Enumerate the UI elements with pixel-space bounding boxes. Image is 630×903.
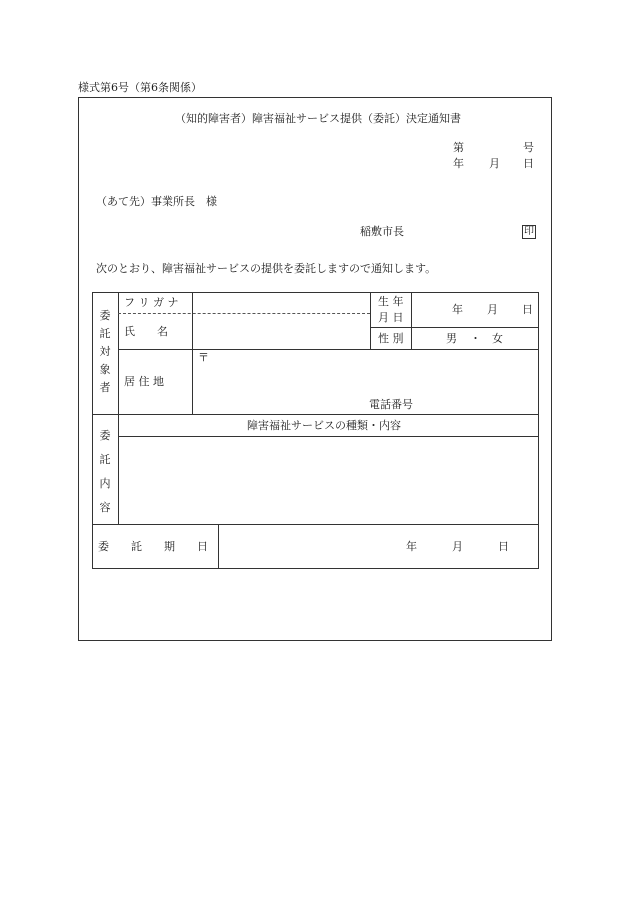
- content-section-label: 委 託 内 容: [99, 429, 111, 514]
- name-field[interactable]: [194, 315, 368, 347]
- period-label: 委 託 期 日: [98, 540, 208, 553]
- addressee: （あて先）事業所長 様: [96, 195, 217, 208]
- period-tsuki: 月: [452, 540, 463, 553]
- address-label: 居 住 地: [124, 375, 164, 388]
- form-number: 様式第6号（第6条関係）: [78, 81, 202, 94]
- sex-label: 性 別: [378, 332, 404, 345]
- doc-number-go: 号: [523, 141, 534, 154]
- doc-number-dai: 第: [453, 141, 464, 154]
- seal-stamp: 印: [524, 226, 534, 237]
- date-tsuki: 月: [489, 157, 500, 170]
- target-section-label: 委 託 対 象 者: [99, 309, 111, 394]
- dob-label-bottom: 月 日: [378, 311, 404, 324]
- date-nen: 年: [453, 157, 464, 170]
- service-content-field[interactable]: [120, 438, 536, 522]
- document-title: （知的障害者）障害福祉サービス提供（委託）決定通知書: [175, 112, 461, 125]
- service-header: 障害福祉サービスの種類・内容: [247, 419, 401, 432]
- sex-female[interactable]: 女: [492, 332, 503, 345]
- name-label: 氏 名: [124, 325, 168, 338]
- period-nen: 年: [406, 540, 417, 553]
- date-hi: 日: [523, 157, 534, 170]
- phone-label: 電話番号: [369, 398, 413, 411]
- dob-tsuki: 月: [487, 303, 498, 316]
- dob-label-top: 生 年: [378, 295, 404, 308]
- issuer: 稲敷市長: [360, 225, 404, 238]
- furigana-label: フ リ ガ ナ: [124, 296, 179, 309]
- intro-text: 次のとおり、障害福祉サービスの提供を委託しますので通知します。: [96, 262, 437, 275]
- dob-nen: 年: [452, 303, 463, 316]
- sex-male[interactable]: 男: [446, 332, 457, 345]
- postal-mark: 〒: [198, 351, 209, 364]
- dob-hi: 日: [522, 303, 533, 316]
- address-field[interactable]: [210, 352, 536, 392]
- period-hi: 日: [498, 540, 509, 553]
- furigana-field[interactable]: [194, 294, 368, 312]
- sex-dot: ・: [470, 332, 481, 345]
